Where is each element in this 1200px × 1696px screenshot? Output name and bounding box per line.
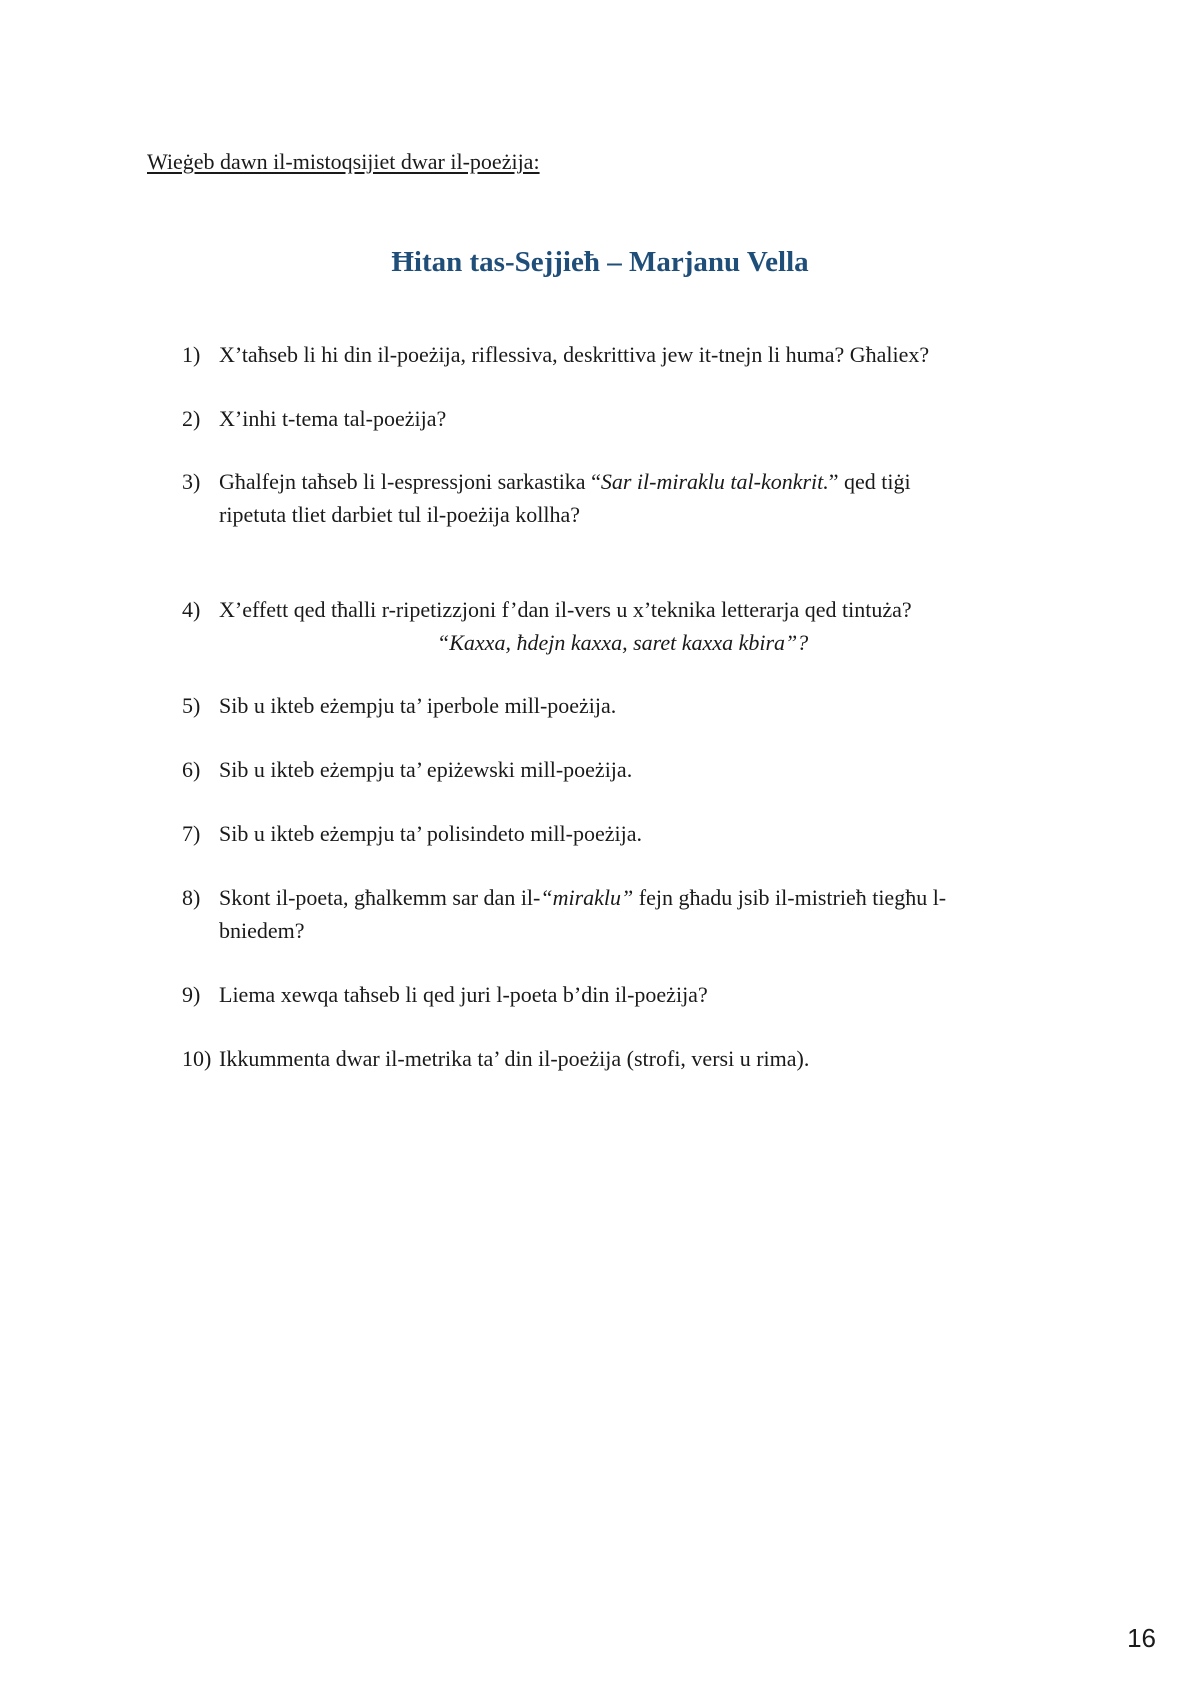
question-text-part: Skont il-poeta, għalkemm sar dan il- bbox=[219, 885, 541, 910]
question-number: 9) bbox=[182, 982, 201, 1007]
question-item bbox=[182, 338, 1032, 371]
poem-title: Ħitan tas-Sejjieħ – Marjanu Vella bbox=[391, 246, 809, 278]
instruction-text: Wieġeb dawn il-mistoqsijiet dwar il-poeżija: bbox=[147, 149, 540, 174]
question-text: Ikkummenta dwar il-metrika ta’ din il-poeżija (strofi, versi u rima). bbox=[219, 1046, 810, 1071]
question-text bbox=[219, 881, 1032, 947]
question-text: X’inhi t-tema tal-poeżija? bbox=[219, 406, 447, 431]
question-item bbox=[182, 753, 1032, 786]
question-text: Liema xewqa taħseb li qed juri l-poeta b’din il-poeżija? bbox=[219, 982, 708, 1007]
question-item bbox=[182, 402, 1032, 435]
question-line: bniedem? bbox=[219, 918, 305, 943]
question-item bbox=[182, 978, 1032, 1011]
question-line: ripetuta tliet darbiet tul il-poeżija kollha? bbox=[219, 502, 581, 527]
question-number: 4) bbox=[182, 597, 201, 622]
question-item bbox=[182, 881, 1032, 947]
question-number: 1) bbox=[182, 342, 201, 367]
question-text: Sib u ikteb eżempju ta’ polisindeto mill-poeżija. bbox=[219, 821, 642, 846]
question-text: X’taħseb li hi din il-poeżija, riflessiva, deskrittiva jew it-tnejn li huma? Għaliex? bbox=[219, 342, 930, 367]
question-item bbox=[182, 817, 1032, 850]
question-quote: “Kaxxa, ħdejn kaxxa, saret kaxxa kbira”? bbox=[437, 630, 809, 655]
question-quote-italic: “miraklu” bbox=[540, 885, 634, 910]
question-text bbox=[219, 465, 1032, 531]
question-number: 6) bbox=[182, 757, 201, 782]
question-quote-italic: Sar il-miraklu tal-konkrit. bbox=[600, 469, 829, 494]
question-text-part: ” qed tiġi bbox=[828, 469, 911, 494]
page-number: 16 bbox=[1127, 1623, 1156, 1653]
question-item bbox=[182, 1042, 1032, 1075]
question-text: Sib u ikteb eżempju ta’ iperbole mill-poeżija. bbox=[219, 693, 617, 718]
question-line: X’effett qed tħalli r-ripetizzjoni f’dan il-vers u x’teknika letterarja qed tintuża? bbox=[219, 597, 912, 622]
question-item bbox=[182, 465, 1032, 531]
question-number: 5) bbox=[182, 693, 201, 718]
question-text: Sib u ikteb eżempju ta’ epiżewski mill-poeżija. bbox=[219, 757, 633, 782]
question-number: 7) bbox=[182, 821, 201, 846]
question-number: 8) bbox=[182, 885, 201, 910]
question-line bbox=[219, 465, 1032, 498]
question-text bbox=[219, 593, 1032, 659]
question-number: 2) bbox=[182, 406, 201, 431]
question-number: 10) bbox=[182, 1046, 212, 1071]
question-item bbox=[182, 689, 1032, 722]
question-text-part: fejn għadu jsib il-mistrieħ tiegħu l- bbox=[633, 885, 947, 910]
question-line bbox=[219, 881, 1032, 914]
question-item bbox=[182, 593, 1032, 659]
question-number: 3) bbox=[182, 469, 201, 494]
question-text-part: Għalfejn taħseb li l-espressjoni sarkastika “ bbox=[219, 469, 601, 494]
